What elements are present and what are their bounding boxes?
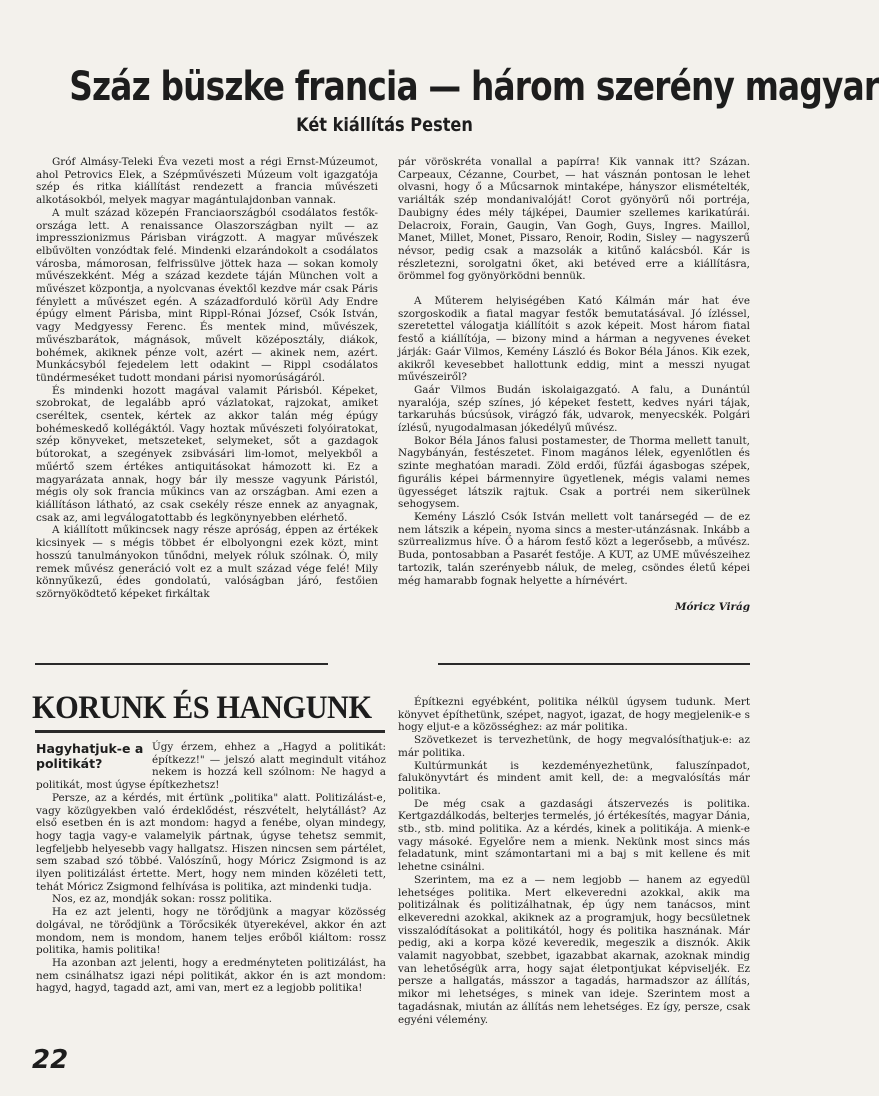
paragraph: Gróf Almásy-Teleki Éva vezeti most a régi Ernst-Múzeumot, ahol Petrovics Elek, a Szépművészeti Múzeum volt igazgatója szép és ritka kiállítást rendezett a francia művészeti alkotásokból, melyek magyar magántulajdonban vannak. [36,156,378,207]
paragraph: Persze, az a kérdés, mit értünk „politika" alatt. Politizálást-e, vagy közügyekben való érdeklődést, részvételt, helytállást? Az első esetben én is azt mondom: hagyd a fenébe, olyan mindegy, hogy tagja vagy-e valamelyik pártnak, úgyse tehetsz semmit, legfeljebb helyesebb vagy hallgatsz. Hiszen nincsen sem pártélet, sem szabad szó többé. Valószínű, hogy Móricz Zsigmond is az ilyen politizálást értette. Mert, hogy nem minden közéleti tett, tehát Móricz Zsigmond felhívása is politika, azt mindenki tudja. [36,791,386,893]
paragraph: pár vöröskréta vonallal a papírra! Kik vannak itt? Százan. Carpeaux, Cézanne, Courbet, — hat vásznán pontosan le lehet olvasni, hogy ő a Műcsarnok mintaképe, hányszor elismételték, variálták szép mondanivalóját! Corot gyönyörű női portréja, Daubigny édes mély tájképei, Daumier szellemes karikatúrái. Delacroix, Forain, Gaugin, Van Gogh, Guys, Ingres. Maillol, Manet, Millet, Monet, Pissaro, Renoir, Rodin, Sisley — nagyszerű névsor, pedig csak a mazsolák a kitűnő kalácsból. Kár is részletezni, sorolgatni őket, aki betéved erre a kiállításra, örömmel fog gyönyörködni bennük. [398,156,750,283]
page-number: 22 [32,1045,69,1075]
paragraph: Kultúrmunkát is kezdeményezhetünk, faluszínpadot, falukönyvtárt és mindent amit kell, de: a megvalósítás már politika. [398,759,750,797]
paragraph: Bokor Béla János falusi postamester, de Thorma mellett tanult, Nagybányán, festészetet. Finom magános lélek, egyenlőtlen és szinte meghatóan maradi. Zöld erdői, fűzfái ágasbogas szépek, figurális képei bármennyire ügyetlenek, mégis valami nemes ügyességet látszik rajtuk. Csak a portréi nem sikerülnek sehogysem. [398,434,750,511]
author-signature: Móricz Virág [675,601,750,614]
article-title: Száz büszke francia — három szerény magyar [69,64,879,110]
article-subhead: Hagyhatjuk-e a politikát? [36,741,144,771]
heading-underline [35,730,385,733]
paragraph: A mult század közepén Franciaországból csodálatos festők-országa lett. A renaissance Olaszországban nyilt — az impresszionizmus Párisban virágzott. A magyar művészek elbűvölten vonzódtak felé. Mindenki elzarándokolt a csodálatos városba, mámorosan, felfrissülve jöttek haza — sokan komoly művészekként. Még a század kezdete táján München volt a művészet központja, a nyolcvanas évektől kezdve már csak Páris fénylett a művészet egén. A századforduló körül Ady Endre épúgy elment Párisba, mint Rippl-Rónai József, Csók István, vagy Medgyessy Ferenc. És mentek mind, művészek, művészbarátok, mágnások, művelt középosztály, diákok, bohémek, akiknek pénze volt, azért — akinek nem, azért. Munkácsyból fejedelem lett odakint — Rippl csodálatos tündérmeséket tudott mondani párisi nyomorúságáról. [36,206,378,384]
paragraph: Építkezni egyébként, politika nélkül úgysem tudunk. Mert könyvet építhetünk, szépet, nagyot, igazat, de hogy megjelenik-e s hogy eljut-e a közösséghez: az már politika. [398,696,750,734]
paragraph: Szerintem, ma ez a — nem legjobb — hanem az egyedül lehetséges politika. Mert elkeveredni azokkal, akik ma politizálnak és politizálhatnak, ép úgy nem tanácsos, mint elkeveredni azokkal, akiknek az a programjuk, hogy becsületnek visszalódításokat a politikától, hogy és politika hasznának. Már pedig, aki a korpa közé keveredik, megeszik a disznók. Akik valamit nagyobbat, szebbet, igazabbat akarnak, azoknak mindig van lehetőségük arra, hogy sajat életpontjukat képviseljék. Ez persze a hallgatás, másszor a tagadás, harmadszor az állítás, mikor mi lehetséges, s minek van ideje. Szerintem most a tagadásnak, miután az állítás nem lehetséges. Ez így, persze, csak egyéni vélemény. [398,873,750,1026]
paragraph: A Műterem helyiségében Kató Kálmán már hat éve szorgoskodik a fiatal magyar festők bemutatásával. Jó ízléssel, szeretettel válogatja kiállítóit s azok képeit. Most három fiatal festő a kiállítója, — bizony mind a hárman a negyvenes éveket járják: Gaár Vilmos, Kemény László és Bokor Béla János. Kik ezek, akikről kevesebbet hallottunk eddig, mint a messzi nyugat művészeiről? [398,295,750,384]
article-subtitle: Két kiállítás Pesten [296,114,473,136]
article1-column-left [36,156,378,601]
paragraph: Szövetkezet is tervezhetünk, de hogy megvalósíthatjuk-e: az már politika. [398,734,750,759]
article1-column-right [398,156,750,614]
paragraph: És mindenki hozott magával valamit Párisból. Képeket, szobrokat, de legalább apró vázlatokat, rajzokat, amiket cseréltek, csentek, kértek az akkor talán még épúgy bohémeskedő kollégáktól. Vagy hoztak művészeti folyóiratokat, szép könyveket, metszeteket, selymeket, sőt a gazdagok bútorokat, a szegények zsibvásári lim-lomot, melyekből a műértő szem értékes antiquitásokat hámozott ki. Ez a magyarázata annak, hogy bár ily messze vagyunk Páristól, mégis oly sok francia műkincs van az országban. Ami ezen a kiállításon látható, az csak csekély része ennek az anyagnak, csak az, ami legválogatottabb és legkönynyebben elérhető. [36,384,378,524]
paragraph: Gaár Vilmos Budán iskolaigazgató. A falu, a Dunántúl nyaralója, szép színes, jó képeket festett, kedves nyári tájak, tarkaruhás búcsúsok, virágzó fák, udvarok, menyecskék. Polgári ízlésű, nyugodalmasan jókedélyű művész. [398,383,750,435]
paragraph: Úgy érzem, ehhez a „Hagyd a politikát: építkezz!" — jelszó alatt megindult vitához nekem is hozzá kell szólnom: Ne hagyd a politikát, most úgyse építkezhetsz! [36,741,386,792]
section-heading: KORUNK ÉS HANGUNK [32,690,372,726]
paragraph: A kiállított műkincsek nagy része apróság, éppen az értékek kicsinyek — s mégis többet ér elbolyongni ezek közt, mint hosszú tanulmányokon tűnődni, melyek róluk szólnak. Ó, mily remek művész generáció volt ez a mult század vége felé! Mily könnyűkezű, édes gondolatú, valóságban járó, festőien szörnyöködtető képeket firkáltak [36,524,378,600]
paragraph: Nos, ez az, mondják sokan: rossz politika. [52,893,273,906]
paragraph: Ha ez azt jelenti, hogy ne törődjünk a magyar közösség dolgával, ne törődjünk a Törőcsikék ütyerekével, akkor én azt mondom, nem is mondom, hanem teljes erőből kiáltom: rossz politika, hamis politika! [36,906,386,957]
article2-column-left [36,741,386,995]
article2-column-right [398,696,750,1026]
paragraph: Ha azonban azt jelenti, hogy a eredményteten politizálást, ha nem csinálhatsz igazi népi politikát, akkor én is azt mondom: hagyd, hagyd, tagadd azt, ami van, mert ez a legjobb politika! [36,956,386,995]
paragraph: De még csak a gazdasági átszervezés is politika. Kertgazdálkodás, belterjes termelés, jó értékesítés, magyar Dánia, stb., stb. mind politika. Az a kérdés, kinek a politikája. A mienk-e vagy másoké. Egyelőre nem a mienk. Nekünk most sincs más feladatunk, mint számontartani mi a baj s mit kellene és mit lehetne csinálni. [398,797,750,874]
paragraph: Kemény László Csók István mellett volt tanársegéd — de ez nem látszik a képein, nyoma sincs a mester-utánzásnak. Inkább a szürrealizmus híve. Ő a három festő közt a legerősebb, a művész. Buda, pontosabban a Pasarét festője. A KUT, az UME művészeihez tartozik, talán szerényebb náluk, de meleg, csöndes életű képei még hamarabb fognak helyette a hírnévért. [398,510,750,587]
divider-gap [328,660,438,667]
